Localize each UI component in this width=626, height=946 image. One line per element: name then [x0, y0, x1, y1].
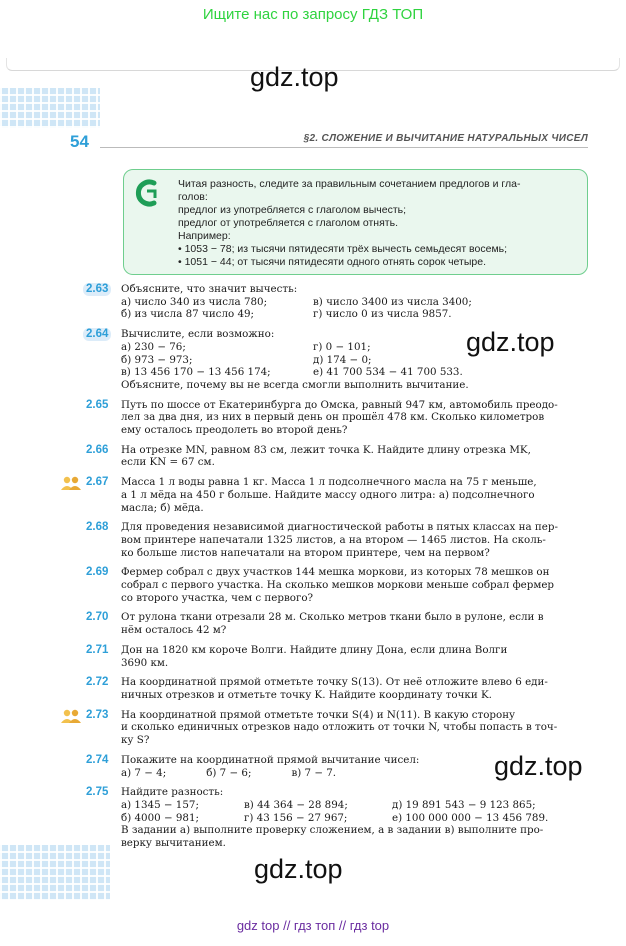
banner: Ищите нас по запросу ГДЗ ТОП [202, 6, 424, 23]
task-item: в) 7 − 7. [291, 766, 337, 779]
task-number: 2.63 [83, 283, 111, 296]
task-text: Вычислите, если возможно: [121, 328, 275, 341]
task-2-65 [86, 399, 588, 437]
task-line: нём осталось 42 м? [121, 624, 227, 637]
rule-text [178, 178, 578, 269]
task-line: если KN = 67 см. [121, 456, 215, 469]
task-item: е) 41 700 534 − 41 700 533. [313, 366, 463, 379]
task-number: 2.70 [86, 611, 109, 624]
task-item: б) 7 − 6; [206, 766, 252, 779]
task-text: Объясните, что значит вычесть: [121, 283, 298, 295]
task-line: ничных отрезков и отметьте точку K. Найдите координату точки K. [121, 688, 492, 701]
task-item: б) 973 − 973; [121, 353, 193, 366]
task-item: д) 174 − 0; [313, 353, 372, 366]
header-rule [100, 147, 588, 148]
task-item: а) число 340 из числа 780; [121, 295, 268, 308]
footer-links: gdz top // гдз топ // гдз top [236, 918, 390, 933]
rule-line: голов: [178, 191, 208, 203]
task-line: Масса 1 л воды равна 1 кг. Масса 1 л подсолнечного масла на 75 г меньше, [121, 476, 537, 489]
task-item: г) 0 − 101; [313, 340, 371, 353]
task-line: и сколько единичных отрезков надо отложить от точки N, чтобы попасть в точ- [121, 721, 558, 734]
rule-line: • 1053 − 78; из тысячи пятидесяти трёх вычесть семьдесят восемь; [178, 243, 508, 255]
rule-c-icon [134, 178, 160, 208]
task-item: г) 43 156 − 27 967; [244, 811, 348, 824]
task-item: а) 7 − 4; [121, 766, 167, 779]
rule-line: • 1051 − 44; от тысячи пятидесяти одного отнять сорок четыре. [178, 256, 486, 268]
running-head: §2. СЛОЖЕНИЕ И ВЫЧИТАНИЕ НАТУРАЛЬНЫХ ЧИСЕЛ [303, 133, 588, 144]
task-line: В задании а) выполните проверку сложением, а в задании в) выполните про- [121, 824, 544, 837]
task-number: 2.75 [86, 786, 109, 799]
task-item: в) число 3400 из числа 3400; [313, 295, 472, 308]
pair-work-icon [60, 709, 82, 723]
task-text: Объясните, почему вы не всегда смогли выполнить вычитание. [121, 378, 469, 391]
task-line: На отрезке MN, равном 83 см, лежит точка K. Найдите длину отрезка MK, [121, 443, 531, 456]
task-2-72 [86, 676, 588, 701]
task-2-64 [86, 328, 588, 392]
task-line: верку вычитанием. [121, 837, 226, 850]
pair-work-icon [60, 476, 82, 490]
task-number: 2.74 [86, 753, 109, 766]
task-line: со второго участка, чем с первого? [121, 591, 314, 604]
task-number: 2.66 [86, 443, 109, 456]
watermark-2: gdz.top [466, 327, 555, 357]
task-item: в) 13 456 170 − 13 456 174; [121, 366, 271, 379]
task-item: б) 4000 − 981; [121, 811, 199, 824]
task-line: лел за два дня, из них в первый день он прошёл 478 км. Сколько километров [121, 411, 545, 424]
task-item: а) 1345 − 157; [121, 798, 199, 811]
task-number: 2.64 [83, 328, 111, 341]
task-line: 3690 км. [121, 656, 169, 669]
rule-box [123, 169, 588, 275]
task-line: Фермер собрал с двух участков 144 мешка моркови, из которых 78 мешков он [121, 566, 550, 579]
task-number: 2.68 [86, 521, 109, 534]
task-line: вом принтере напечатали 1325 листов, а на втором — 1465 листов. На сколь- [121, 533, 546, 546]
task-line: От рулона ткани отрезали 28 м. Сколько метров ткани было в рулоне, если в [121, 611, 544, 624]
rule-line: Например: [178, 230, 231, 242]
task-number: 2.72 [86, 676, 109, 689]
task-2-74 [86, 754, 588, 779]
task-number: 2.67 [86, 476, 109, 489]
page-number: 54 [70, 132, 89, 151]
task-line: масла; б) мёда. [121, 501, 204, 514]
task-2-75 [86, 786, 588, 850]
task-2-67 [86, 476, 588, 514]
task-item: г) число 0 из числа 9857. [313, 308, 452, 321]
task-text: Найдите разность: [121, 786, 224, 799]
task-number: 2.71 [86, 643, 109, 656]
watermark-4: gdz.top [254, 854, 343, 884]
task-line: собрал с первого участка. На сколько мешков моркови меньше собрал фермер [121, 579, 555, 592]
task-item: б) из числа 87 число 49; [121, 308, 255, 321]
task-line: ко больше листов напечатали на втором принтере, чем на первом? [121, 546, 490, 559]
task-2-68 [86, 521, 588, 559]
task-item: в) 44 364 − 28 894; [244, 798, 348, 811]
task-2-63 [86, 283, 588, 321]
task-list [86, 283, 588, 857]
task-2-71 [86, 644, 588, 669]
task-line: ему осталось преодолеть во второй день? [121, 424, 348, 437]
rule-line: предлог из употребляется с глаголом вычесть; [178, 204, 407, 216]
task-number: 2.73 [86, 708, 109, 721]
watermark-1: gdz.top [250, 62, 339, 92]
task-line: Для проведения независимой диагностической работы в пятых классах на пер- [121, 521, 558, 534]
task-2-70 [86, 611, 588, 636]
task-line: На координатной прямой отметьте точку S(13). От неё отложите влево 6 еди- [121, 676, 548, 689]
task-line: Путь по шоссе от Екатеринбурга до Омска, равный 947 км, автомобиль преодо- [121, 398, 558, 411]
task-item: д) 19 891 543 − 9 123 865; [392, 798, 536, 811]
task-item: а) 230 − 76; [121, 340, 186, 353]
task-2-66 [86, 444, 588, 469]
task-number: 2.69 [86, 566, 109, 579]
task-item: е) 100 000 000 − 13 456 789. [392, 811, 549, 824]
task-line: ку S? [121, 734, 150, 747]
watermark-3: gdz.top [494, 751, 583, 781]
rule-line: Читая разность, следите за правильным сочетанием предлогов и гла- [178, 178, 521, 190]
rule-line: предлог от употребляется с глаголом отнять. [178, 217, 398, 229]
task-line: а 1 л мёда на 450 г больше. Найдите массу одного литра: а) подсолнечного [121, 488, 535, 501]
task-2-69 [86, 566, 588, 604]
task-text: Покажите на координатной прямой вычитание чисел: [121, 753, 420, 766]
decorative-tile-top [0, 88, 100, 128]
task-line: На координатной прямой отметьте точки S(4) и N(11). В какую сторону [121, 708, 516, 721]
task-line: Дон на 1820 км короче Волги. Найдите длину Дона, если длина Волги [121, 643, 508, 656]
task-2-73 [86, 709, 588, 747]
task-number: 2.65 [86, 398, 109, 411]
